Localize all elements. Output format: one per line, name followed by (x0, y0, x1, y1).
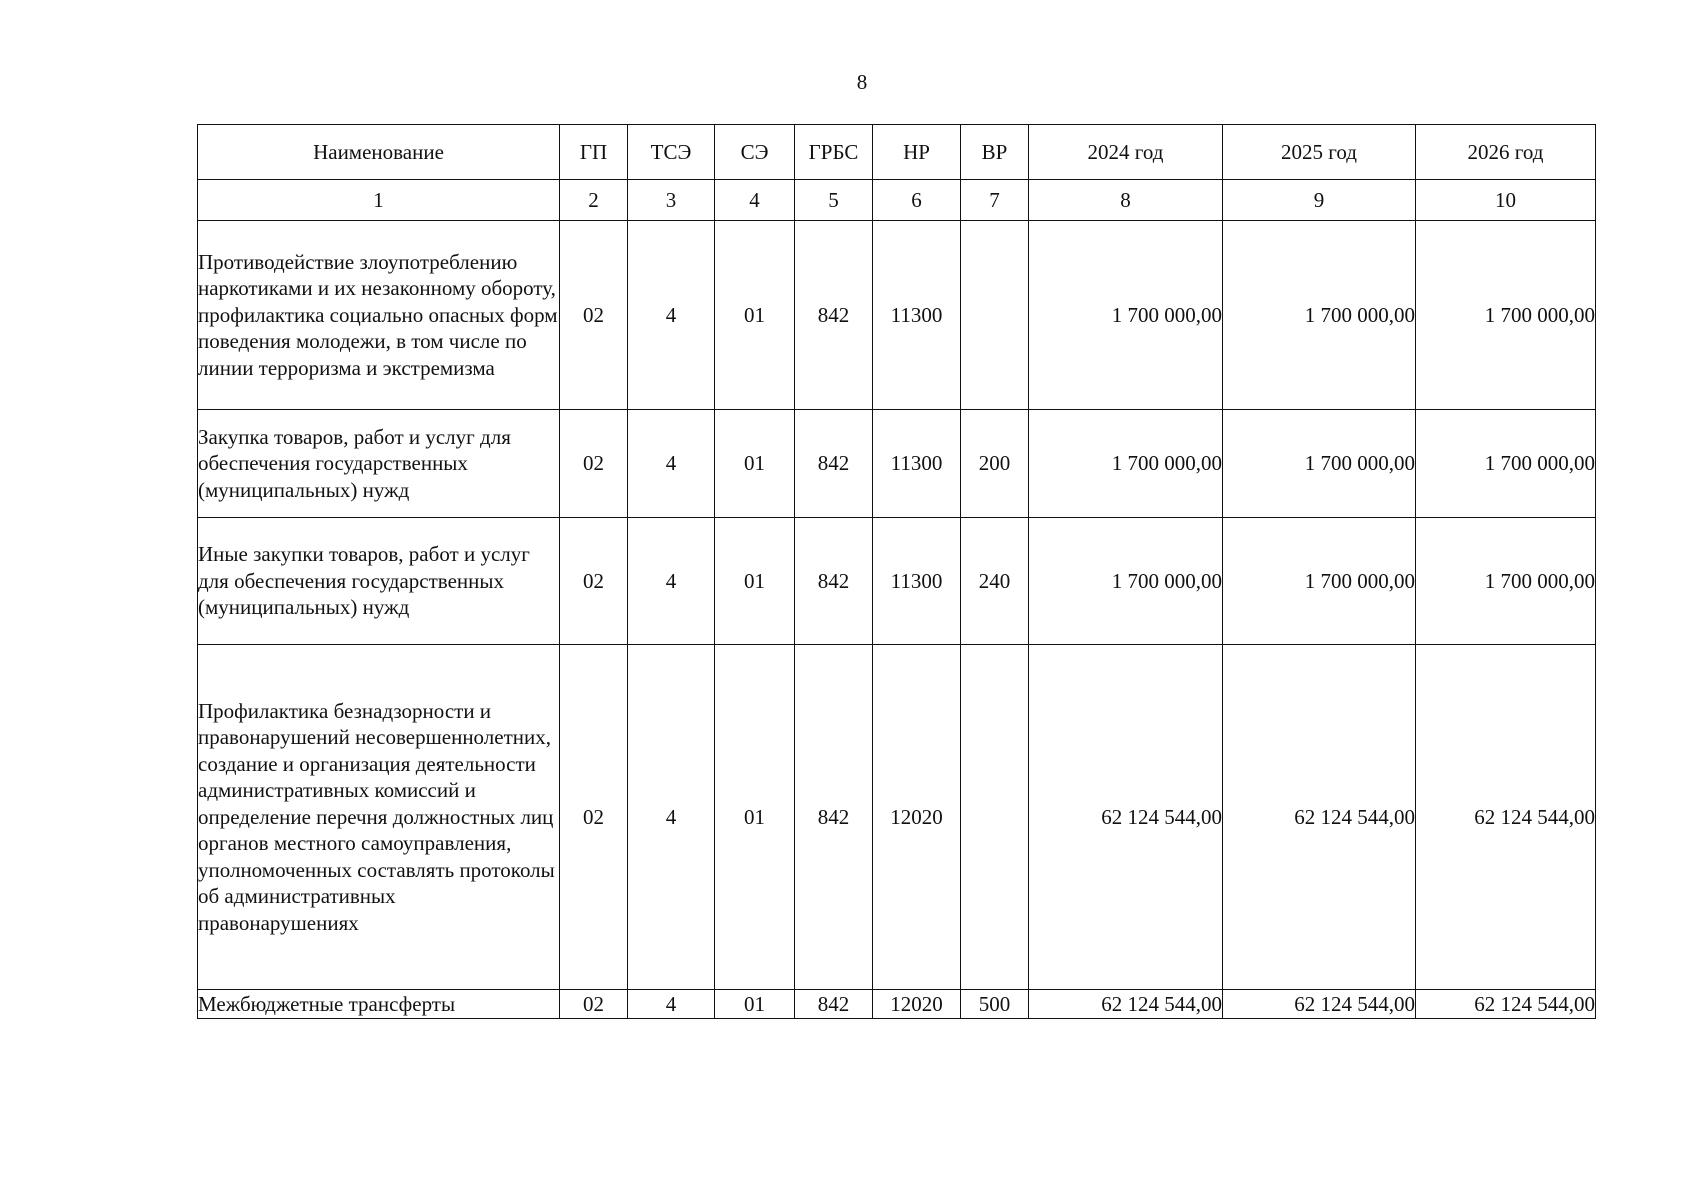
column-number: 9 (1223, 180, 1416, 221)
row-amount-2025: 1 700 000,00 (1223, 221, 1416, 410)
row-tse: 4 (628, 645, 715, 990)
row-gp: 02 (560, 518, 628, 645)
row-nr: 12020 (873, 645, 961, 990)
row-amount-2026: 62 124 544,00 (1416, 990, 1596, 1019)
table-row (198, 221, 1596, 410)
column-number: 4 (715, 180, 795, 221)
table-row (198, 518, 1596, 645)
row-tse: 4 (628, 410, 715, 518)
budget-table (197, 124, 1596, 1019)
header-grbs: ГРБС (795, 125, 873, 180)
header-gp: ГП (560, 125, 628, 180)
row-name: Межбюджетные трансферты (198, 990, 560, 1019)
row-vr (961, 221, 1029, 410)
row-gp: 02 (560, 221, 628, 410)
row-grbs: 842 (795, 410, 873, 518)
row-amount-2024: 62 124 544,00 (1029, 645, 1223, 990)
column-number: 6 (873, 180, 961, 221)
row-se: 01 (715, 645, 795, 990)
row-gp: 02 (560, 410, 628, 518)
row-se: 01 (715, 990, 795, 1019)
row-tse: 4 (628, 221, 715, 410)
table-row (198, 410, 1596, 518)
row-amount-2026: 1 700 000,00 (1416, 518, 1596, 645)
header-vr: ВР (961, 125, 1029, 180)
row-nr: 11300 (873, 518, 961, 645)
header-row (198, 125, 1596, 180)
row-se: 01 (715, 518, 795, 645)
row-nr: 11300 (873, 221, 961, 410)
header-tse: ТСЭ (628, 125, 715, 180)
row-gp: 02 (560, 645, 628, 990)
row-amount-2025: 1 700 000,00 (1223, 410, 1416, 518)
row-tse: 4 (628, 990, 715, 1019)
row-name: Закупка товаров, работ и услуг для обеспечения государственных (муниципальных) нужд (198, 410, 560, 518)
row-vr (961, 645, 1029, 990)
column-number: 8 (1029, 180, 1223, 221)
row-amount-2026: 1 700 000,00 (1416, 410, 1596, 518)
row-name: Профилактика безнадзорности и правонарушений несовершеннолетних, создание и организация деятельности административных комиссий и определение перечня должностных лиц органов местного самоуправления, уполномоченных составлять протоколы об административных правонарушениях (198, 645, 560, 990)
row-grbs: 842 (795, 645, 873, 990)
row-amount-2024: 62 124 544,00 (1029, 990, 1223, 1019)
row-grbs: 842 (795, 518, 873, 645)
row-amount-2026: 62 124 544,00 (1416, 645, 1596, 990)
row-amount-2025: 62 124 544,00 (1223, 990, 1416, 1019)
row-name: Противодействие злоупотреблению наркотиками и их незаконному обороту, профилактика социально опасных форм поведения молодежи, в том числе по линии терроризма и экстремизма (198, 221, 560, 410)
row-nr: 12020 (873, 990, 961, 1019)
column-number: 2 (560, 180, 628, 221)
row-grbs: 842 (795, 221, 873, 410)
table-row (198, 990, 1596, 1019)
row-amount-2024: 1 700 000,00 (1029, 518, 1223, 645)
row-vr: 500 (961, 990, 1029, 1019)
row-amount-2025: 62 124 544,00 (1223, 645, 1416, 990)
column-number: 5 (795, 180, 873, 221)
row-vr: 200 (961, 410, 1029, 518)
table-row (198, 645, 1596, 990)
row-se: 01 (715, 221, 795, 410)
header-2025: 2025 год (1223, 125, 1416, 180)
row-grbs: 842 (795, 990, 873, 1019)
row-gp: 02 (560, 990, 628, 1019)
row-tse: 4 (628, 518, 715, 645)
column-number: 3 (628, 180, 715, 221)
row-amount-2026: 1 700 000,00 (1416, 221, 1596, 410)
row-vr: 240 (961, 518, 1029, 645)
row-amount-2024: 1 700 000,00 (1029, 221, 1223, 410)
page-number: 8 (856, 70, 868, 94)
column-number: 7 (961, 180, 1029, 221)
column-number: 1 (198, 180, 560, 221)
header-se: СЭ (715, 125, 795, 180)
row-amount-2025: 1 700 000,00 (1223, 518, 1416, 645)
row-name: Иные закупки товаров, работ и услуг для обеспечения государственных (муниципальных) нужд (198, 518, 560, 645)
column-number-row (198, 180, 1596, 221)
row-se: 01 (715, 410, 795, 518)
row-nr: 11300 (873, 410, 961, 518)
header-name: Наименование (198, 125, 560, 180)
row-amount-2024: 1 700 000,00 (1029, 410, 1223, 518)
column-number: 10 (1416, 180, 1596, 221)
header-nr: НР (873, 125, 961, 180)
header-2026: 2026 год (1416, 125, 1596, 180)
header-2024: 2024 год (1029, 125, 1223, 180)
